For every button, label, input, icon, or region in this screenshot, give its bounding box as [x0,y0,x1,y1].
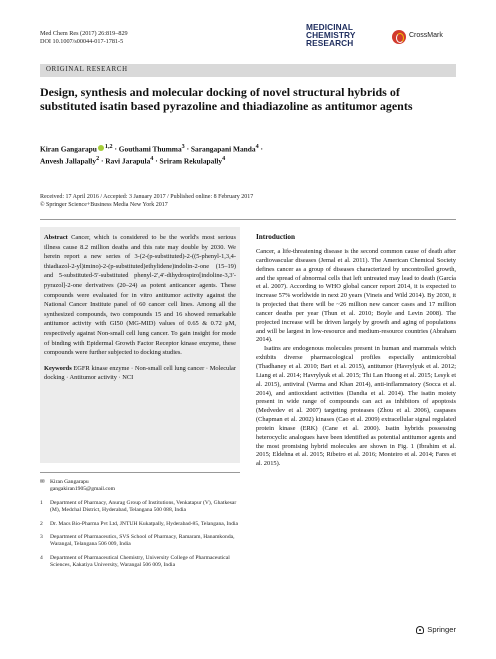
article-title: Design, synthesis and molecular docking of novel structural hybrids of substituted isatin based pyrazoline and thiadiazoline as antitumor agents [40,85,413,114]
author-separator: · [258,144,263,154]
logo-line-3: RESEARCH [306,37,354,48]
keywords-label: Keywords [44,364,72,372]
springer-horse-icon [416,626,424,634]
affiliation-text: Department of Pharmaceutics, SVS School of Pharmacy, Ramaram, Hanamkonda, Warangal, Telangana 506 009, India [50,534,235,548]
affiliation [40,521,240,528]
abstract-label: Abstract [44,234,68,241]
article-type-label: ORIGINAL RESEARCH [46,66,128,73]
abstract-paragraph [44,233,236,358]
doi-link[interactable]: DOI 10.1007/s00044-017-1781-5 [40,38,124,45]
author-affiliation-sup: 1,2 [104,144,113,150]
introduction-paragraph-1: Cancer, a life-threatening disease is the second common cause of death after cardiovascular diseases (Jemal et al. 2011). The American Chemical Society defines cancer as a group of diseases characterized by uncontrolled growth, and the spread of abnormal cells that left untreated may lead to death (García et al. 2007). According to WHO global cancer report 2014, it is expected to increase 57% worldwide in next 20 years (Vineis and Wild 2014). By 2030, it is projected that there will be ~26 million new cancer cases and 17 million cancer deaths per year (Thun et al. 2010; Boyle and Levin 2008). The projected increase will be driven largely by growth and aging of populations and will be largest in low-resource and medium-resource countries (Abraham 2014). [256,248,456,344]
orcid-icon[interactable] [98,145,104,151]
author-name[interactable]: · Ravi Jarapula [99,156,151,166]
logo-line-2: CHEMISTRY [306,29,356,40]
introduction-heading: Introduction [256,233,296,241]
author-affiliation-sup: 3 [181,144,185,150]
affiliation [40,500,240,515]
abstract-box [40,227,240,463]
affiliation-text: Department of Pharmaceutical Chemistry, University College of Pharmaceutical Sciences, Kakatiya University, Warangal 506 009, India [50,554,230,569]
author-name[interactable]: Kiran Gangarapu [40,144,97,154]
author-list [40,142,456,167]
copyright-notice: © Springer Science+Business Media New York 2017 [40,201,168,208]
keywords-text: EGFR kinase enzyme · Non-small cell lung cancer · Molecular docking · Antitumor activity · NCI [44,364,236,382]
publication-dates [40,194,456,209]
affiliation-number: 3 [40,534,43,541]
journal-logo-text [306,24,355,47]
affiliation [40,534,240,549]
journal-reference [40,30,128,46]
introduction-paragraph-2: Isatins are endogenous molecules present in human and mammals which exhibits diverse pharmacological profiles especially antimicrobial (Thadhaney et al. 2010; Bari et al. 2015), antitumor (Havrylyuk et al. 2012; Liang et al. 2014; Havrylyuk et al. 2015; Thi Lan Huong et al. 2015; Lesyk et al. 2015), antiviral (Varma and Khan 2014), anti-inflammatory (Socca et al. 2014), and antioxidant activities (Dandia et al. 2014). The isatin moiety present in wide range of compounds can act as inhibitors of apoptosis (Medvedev et al. 2007) targeting proteases (Zhou et al. 2006), caspases (Chapman et al. 2002) kinases (Cao et al. 2009) extracellular signal regulated protein kinase (ERK) (Cane et al. 2000). Isatin hybrids possessing heterocyclic analogues have been identified as potential antitumor agents and the most promising hybrid molecules are shown in Fig. 1 (Ibrahim et al. 2015; Eldehna et al. 2015; Ribeiro et al. 2016; Monteiro et al. 2014; Fares et al. 2015). [256,345,456,468]
keywords-paragraph [44,364,236,383]
affiliation [40,555,240,570]
footnotes [40,472,240,570]
logo-line-1: MEDICINAL [306,22,353,32]
corresponding-author-name: Kiran Gangarapu [50,479,89,485]
author-affiliation-sup: 4 [150,156,154,163]
author-name[interactable]: Anvesh Jallapally [40,156,97,166]
affiliation-number: 2 [40,520,43,527]
author-affiliation-sup: 2 [96,156,100,163]
author-line-1 [40,142,456,154]
author-name[interactable]: · Gouthami Thumma [112,144,182,154]
journal-logo [306,24,456,56]
journal-citation: Med Chem Res (2017) 26:819–829 [40,30,128,37]
article-type-banner [40,64,456,77]
crossmark-badge[interactable] [392,30,452,46]
abstract-text: Cancer, which is considered to be the world's most serious illness cause 8.2 million deaths and this rate may double by 2030. We herein report a new series of 3-(2-(p-substituted)-2-((5-phenyl-1,3,4-thiadiazol-2-yl)imino)-2-(p-substituted)ethylidene)indolin-2-one (15–19) and 5-substituted-5′-substituted phenyl-2′,4′-dihydrospiro[indoline-3,3′-pyrazol]-2-one derivatives (20–24) as potent anticancer agents. These compounds were evaluated for in vitro antitumor activity against the National Cancer Institute panel of 60 cancer cell lines. Among all the synthesized compounds, two compounds 15 and 16 showed remarkable antitumor activity with GI50 (MG-MID) values of 0.65 & 0.72 μM, respectively against Non-small cell lung cancer. To gain insight for mode of binding with Epidermal Growth Factor Receptor kinase enzyme, these compounds were further subjected to docking studies. [44,234,236,357]
correspondence [40,479,240,494]
history-dates: Received: 17 April 2016 / Accepted: 3 January 2017 / Published online: 8 February 2017 [40,194,254,200]
author-affiliation-sup: 4 [222,156,226,163]
author-affiliation-sup: 4 [255,144,259,150]
affiliation-text: Dr. Macs Bio-Pharma Pvt Ltd, JNTUH Kukatpally, Hyderabad-85, Telangana, India [50,520,239,527]
author-name[interactable]: · Sriram Rekulapally [153,156,223,166]
crossmark-icon [392,30,406,44]
author-line-2 [40,154,456,166]
affiliation-text: Department of Pharmacy, Anurag Group of Institutions, Venkatapur (V), Ghatkesar (M), Medchal District, Hyderabad, Telangana 500 088, India [50,499,237,514]
author-name[interactable]: · Sarangapani Manda [184,144,256,154]
affiliation-number: 4 [40,554,43,561]
publisher-footer [416,625,456,634]
introduction-section [256,227,456,469]
envelope-icon: ✉ [40,479,45,485]
publisher-name: Springer [427,625,456,634]
affiliation-number: 1 [40,499,43,506]
corresponding-author-email[interactable]: gangakiran1905@gmail.com [50,486,115,493]
header-divider [40,219,456,220]
page-header [40,22,456,60]
crossmark-label: CrossMark [409,32,443,39]
